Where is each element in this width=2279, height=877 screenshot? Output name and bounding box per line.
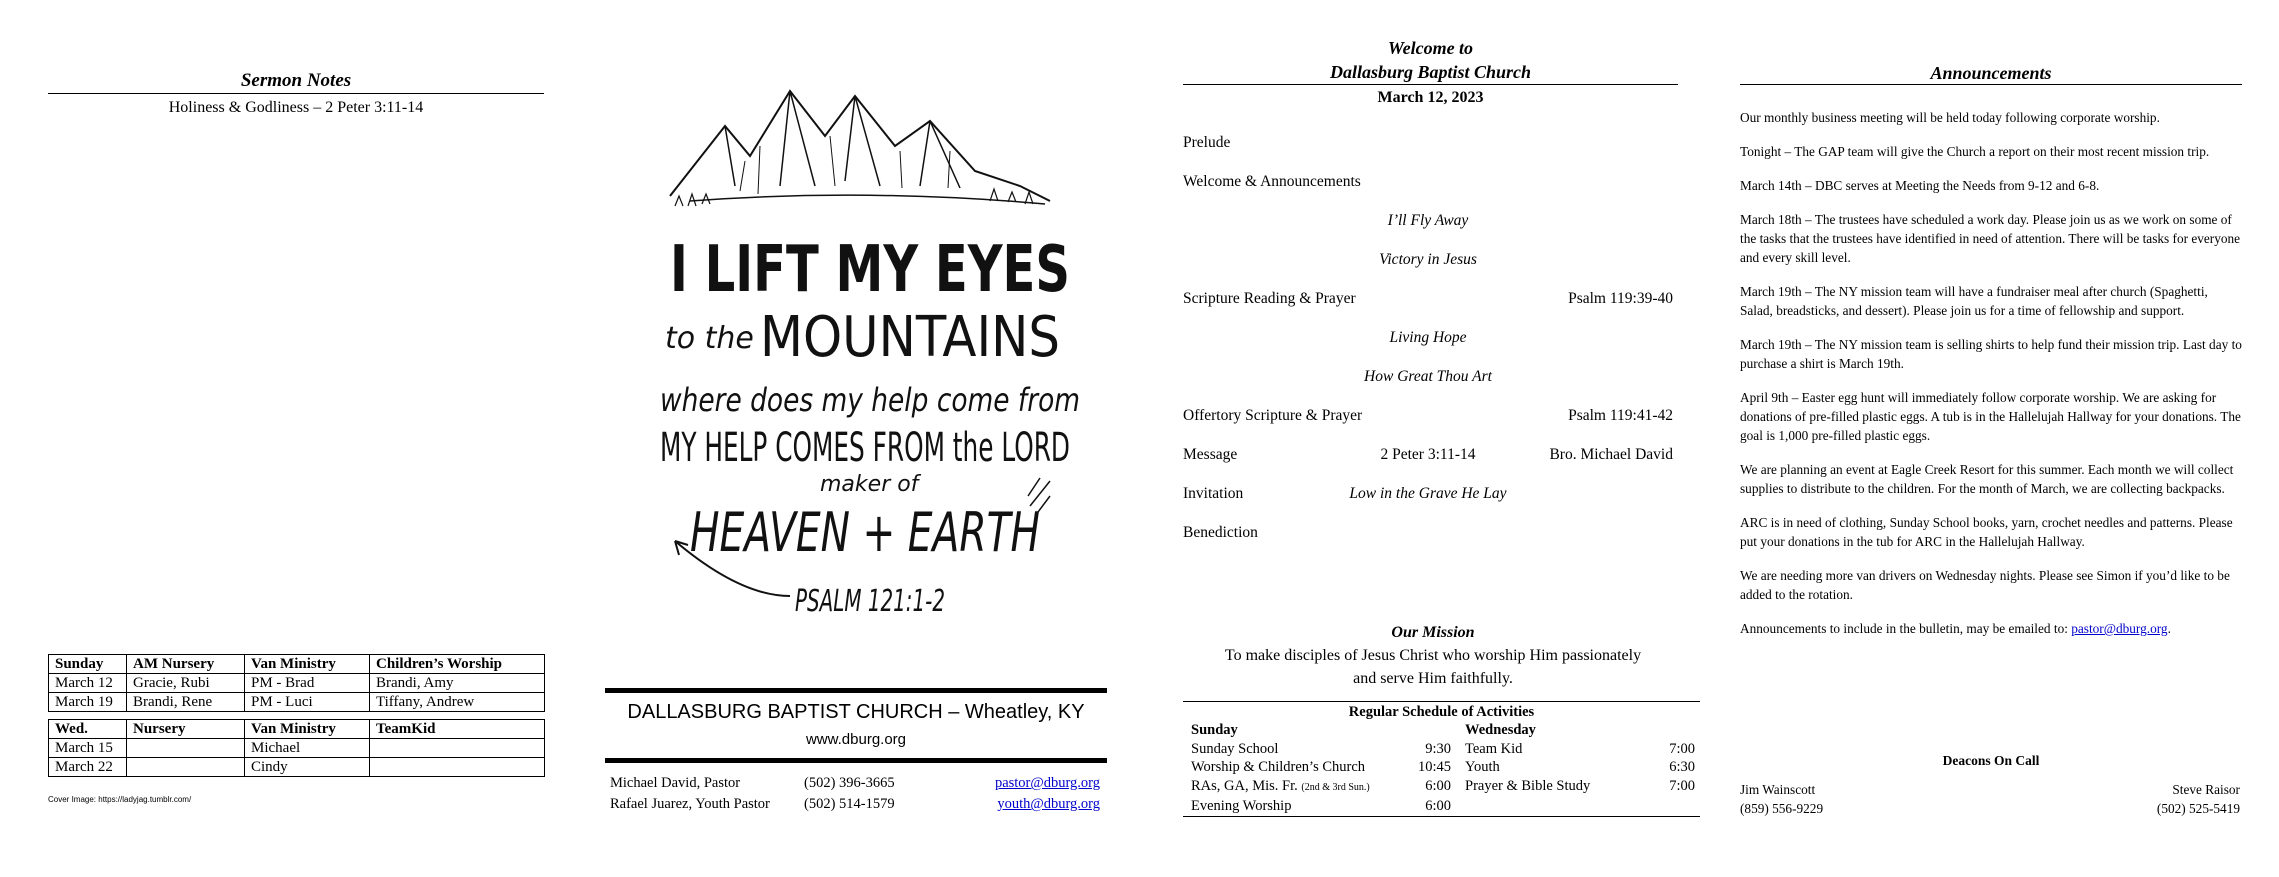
cover-bottom-bar	[605, 758, 1107, 763]
table-cell: Cindy	[245, 758, 370, 777]
wednesday-schedule-table	[48, 719, 545, 777]
mission-line-1: To make disciples of Jesus Christ who worship Him passionately	[1224, 647, 1642, 664]
deacon-row	[1740, 780, 2240, 799]
activity-label: Sunday School	[1191, 740, 1279, 757]
sunday-schedule-header: Sunday	[1191, 722, 1238, 738]
table-header-cell: Van Ministry	[245, 720, 370, 739]
table-cell	[370, 758, 545, 777]
table-cell: Michael	[245, 739, 370, 758]
worship-item	[1183, 485, 1673, 524]
sermon-notes-title: Sermon Notes	[240, 70, 352, 91]
activity-time: 10:45	[1417, 759, 1451, 775]
cover-image-credit: Cover Image: https://ladyjag.tumblr.com/	[48, 795, 192, 804]
activity-time: 6:00	[1425, 777, 1451, 794]
table-header-row	[49, 720, 545, 739]
table-header-cell: Wed.	[49, 720, 127, 739]
worship-item-reference: 2 Peter 3:11-14	[1380, 446, 1476, 463]
hymn-title: Low in the Grave He Lay	[1349, 485, 1507, 502]
worship-item	[1183, 134, 1673, 173]
cover-lettering-line: where does my help come from	[660, 381, 1080, 419]
regular-schedule-title: Regular Schedule of Activities	[1348, 704, 1535, 720]
announcements-title: Announcements	[1930, 63, 2052, 83]
email-suffix: .	[2167, 621, 2171, 636]
cover-lettering-line: PSALM 121:1-2	[795, 584, 945, 619]
announcement-item: March 19th – The NY mission team is selling shirts to help fund their mission trip. Last day to purchase a shirt is March 19th.	[1740, 337, 2242, 371]
schedule-row	[1191, 758, 1451, 777]
cover-lettering-line: to the	[665, 321, 754, 356]
activity-time: 7:00	[1669, 740, 1695, 757]
table-cell: March 15	[49, 739, 127, 758]
sermon-notes-subtitle: Holiness & Godliness – 2 Peter 3:11-14	[168, 99, 424, 116]
activity-label	[1191, 777, 1370, 798]
table-row	[49, 758, 545, 777]
mountains-icon	[670, 91, 1050, 206]
cover-lettering-line: HEAVEN + EARTH	[690, 501, 1040, 564]
deacon-name: Jim Wainscott	[1740, 782, 1816, 797]
cover-lettering-line: MY HELP COMES FROM the LORD	[660, 425, 1070, 471]
table-cell: March 22	[49, 758, 127, 777]
schedule-row	[1465, 740, 1695, 759]
welcome-line-2: Dallasburg Baptist Church	[1329, 62, 1532, 82]
cover-lettering-line: maker of	[820, 472, 919, 497]
sermon-notes-rule	[48, 93, 544, 94]
order-of-worship-list	[1183, 134, 1673, 563]
worship-item-label: Offertory Scripture & Prayer	[1183, 407, 1363, 424]
deacons-title: Deacons On Call	[1942, 753, 2040, 768]
deacon-name: Steve Raisor	[2172, 782, 2240, 797]
table-cell	[127, 739, 245, 758]
worship-item	[1183, 251, 1673, 290]
schedule-row	[1191, 797, 1451, 816]
contact-row	[610, 794, 1100, 815]
table-cell: March 19	[49, 693, 127, 712]
table-header-row	[49, 655, 545, 674]
activity-label: Prayer & Bible Study	[1465, 777, 1591, 794]
worship-item	[1183, 173, 1673, 212]
worship-item-speaker: Bro. Michael David	[1549, 446, 1673, 463]
schedule-top-rule	[1183, 701, 1700, 702]
hymn-title: Victory in Jesus	[1379, 251, 1477, 268]
cover-lettering-line: MOUNTAINS	[760, 305, 1060, 370]
announcements-list	[1740, 108, 2242, 653]
hymn-title: How Great Thou Art	[1364, 368, 1492, 385]
cover-lettering-line: I LIFT MY EYES	[670, 233, 1070, 307]
announcement-item: March 14th – DBC serves at Meeting the Needs from 9-12 and 6-8.	[1740, 178, 2100, 193]
worship-item-label: Scripture Reading & Prayer	[1183, 290, 1356, 307]
table-cell	[370, 739, 545, 758]
deacon-phone: (502) 525-5419	[2156, 801, 2240, 816]
activity-label: Evening Worship	[1191, 798, 1292, 814]
activity-time: 7:00	[1669, 777, 1695, 794]
cover-illustration	[630, 76, 1100, 636]
email-prefix: Announcements to include in the bulletin, may be emailed to:	[1740, 621, 2072, 636]
table-cell: Brandi, Amy	[370, 674, 545, 693]
worship-item	[1183, 368, 1673, 407]
announcement-item: ARC is in need of clothing, Sunday School books, yarn, crochet needles and patterns. Please put your donations in the tub for ARC in the Hallelujah Hallway.	[1740, 515, 2233, 549]
table-header-cell: Sunday	[49, 655, 127, 674]
contact-name: Rafael Juarez, Youth Pastor	[610, 796, 770, 812]
table-row	[49, 693, 545, 712]
schedule-row	[1191, 740, 1451, 759]
contact-name: Michael David, Pastor	[610, 775, 741, 791]
activity-label: Worship & Children’s Church	[1191, 759, 1366, 775]
table-header-cell: AM Nursery	[127, 655, 245, 674]
table-header-cell: Van Ministry	[245, 655, 370, 674]
announcement-email-line	[1740, 619, 2242, 638]
hymn-title: I’ll Fly Away	[1387, 212, 1469, 229]
church-website: www.dburg.org	[805, 731, 907, 748]
worship-item-label: Message	[1183, 446, 1238, 463]
deacon-phone: (859) 556-9229	[1740, 801, 1824, 816]
wednesday-schedule	[1465, 721, 1695, 795]
contact-email-link[interactable]: youth@dburg.org	[997, 796, 1100, 812]
activity-label-text: RAs, GA, Mis. Fr.	[1191, 777, 1298, 794]
table-cell: Tiffany, Andrew	[370, 693, 545, 712]
deacon-row	[1740, 799, 2240, 818]
contact-email-link[interactable]: pastor@dburg.org	[994, 775, 1100, 791]
worship-item	[1183, 407, 1673, 446]
activity-time: 6:30	[1669, 759, 1695, 775]
worship-item	[1183, 290, 1673, 329]
sunday-schedule	[1191, 721, 1451, 816]
table-cell: PM - Luci	[245, 693, 370, 712]
mission-title: Our Mission	[1391, 624, 1475, 641]
announcements-email-link[interactable]: pastor@dburg.org	[2071, 621, 2168, 636]
mission-line-2: and serve Him faithfully.	[1353, 670, 1513, 687]
table-cell: Brandi, Rene	[127, 693, 245, 712]
nursery-schedule-table	[48, 654, 545, 712]
worship-item-reference: Psalm 119:39-40	[1568, 290, 1673, 307]
hymn-title: Living Hope	[1389, 329, 1467, 346]
worship-item	[1183, 524, 1673, 563]
announcement-item: March 19th – The NY mission team will have a fundraiser meal after church (Spaghetti, Salad, breadsticks, and dessert). Please join us for a time of fellowship and support.	[1740, 284, 2208, 318]
announcement-item: We are planning an event at Eagle Creek Resort for this summer. Each month we will collect supplies to distribute to the children. For the month of March, we are collecting backpacks.	[1740, 462, 2234, 496]
activity-label: Youth	[1465, 759, 1500, 775]
activity-label: Team Kid	[1465, 740, 1523, 757]
contact-phone: (502) 396-3665	[804, 775, 895, 791]
worship-item-label: Prelude	[1183, 134, 1231, 151]
welcome-rule	[1183, 84, 1678, 85]
contact-phone: (502) 514-1579	[804, 796, 895, 812]
wednesday-schedule-header: Wednesday	[1465, 722, 1536, 738]
schedule-row	[1465, 758, 1695, 777]
service-date: March 12, 2023	[1377, 89, 1484, 106]
table-cell: Gracie, Rubi	[127, 674, 245, 693]
cover-top-bar	[605, 688, 1107, 693]
worship-item	[1183, 446, 1673, 485]
staff-contacts	[610, 773, 1100, 815]
mountain-hand-lettering-illustration	[630, 76, 1100, 636]
table-cell: PM - Brad	[245, 674, 370, 693]
announcement-item: Our monthly business meeting will be held today following corporate worship.	[1740, 110, 2160, 125]
activity-note: (2nd & 3rd Sun.)	[1301, 781, 1370, 793]
table-header-cell: TeamKid	[370, 720, 545, 739]
table-row	[49, 739, 545, 758]
worship-item-label: Benediction	[1183, 524, 1258, 541]
announcement-item: April 9th – Easter egg hunt will immediately follow corporate worship. We are asking for donations of pre-filled plastic eggs. A tub is in the Hallelujah Hallway for your donations. The goal is 1,000 pre-filled plastic eggs.	[1740, 390, 2241, 443]
schedule-row	[1465, 777, 1695, 796]
deacons-on-call	[1740, 780, 2240, 818]
table-header-cell: Nursery	[127, 720, 245, 739]
worship-item	[1183, 329, 1673, 368]
announcements-rule	[1740, 84, 2242, 85]
announcement-item: March 18th – The trustees have scheduled a work day. Please join us as we work on some of the tasks that the trustees have identified in need of attention. There will be tasks for everyone and every skill level.	[1740, 212, 2241, 265]
worship-item-label: Welcome & Announcements	[1183, 173, 1361, 190]
table-cell	[127, 758, 245, 777]
announcement-item: We are needing more van drivers on Wednesday nights. Please see Simon if you’d like to be added to the rotation.	[1740, 568, 2230, 602]
schedule-row	[1191, 777, 1451, 798]
worship-item	[1183, 212, 1673, 251]
schedule-bottom-rule	[1183, 816, 1700, 817]
contact-row	[610, 773, 1100, 794]
church-name: DALLASBURG BAPTIST CHURCH – Wheatley, KY	[627, 701, 1085, 723]
table-header-cell: Children’s Worship	[370, 655, 545, 674]
welcome-line-1: Welcome to	[1387, 38, 1474, 58]
activity-time: 9:30	[1425, 740, 1451, 757]
cover-lettering	[660, 233, 1080, 619]
worship-item-label: Invitation	[1183, 485, 1244, 502]
table-cell: March 12	[49, 674, 127, 693]
announcement-item: Tonight – The GAP team will give the Church a report on their most recent mission trip.	[1740, 144, 2210, 159]
worship-item-reference: Psalm 119:41-42	[1568, 407, 1673, 424]
activity-time: 6:00	[1425, 798, 1451, 814]
table-row	[49, 674, 545, 693]
